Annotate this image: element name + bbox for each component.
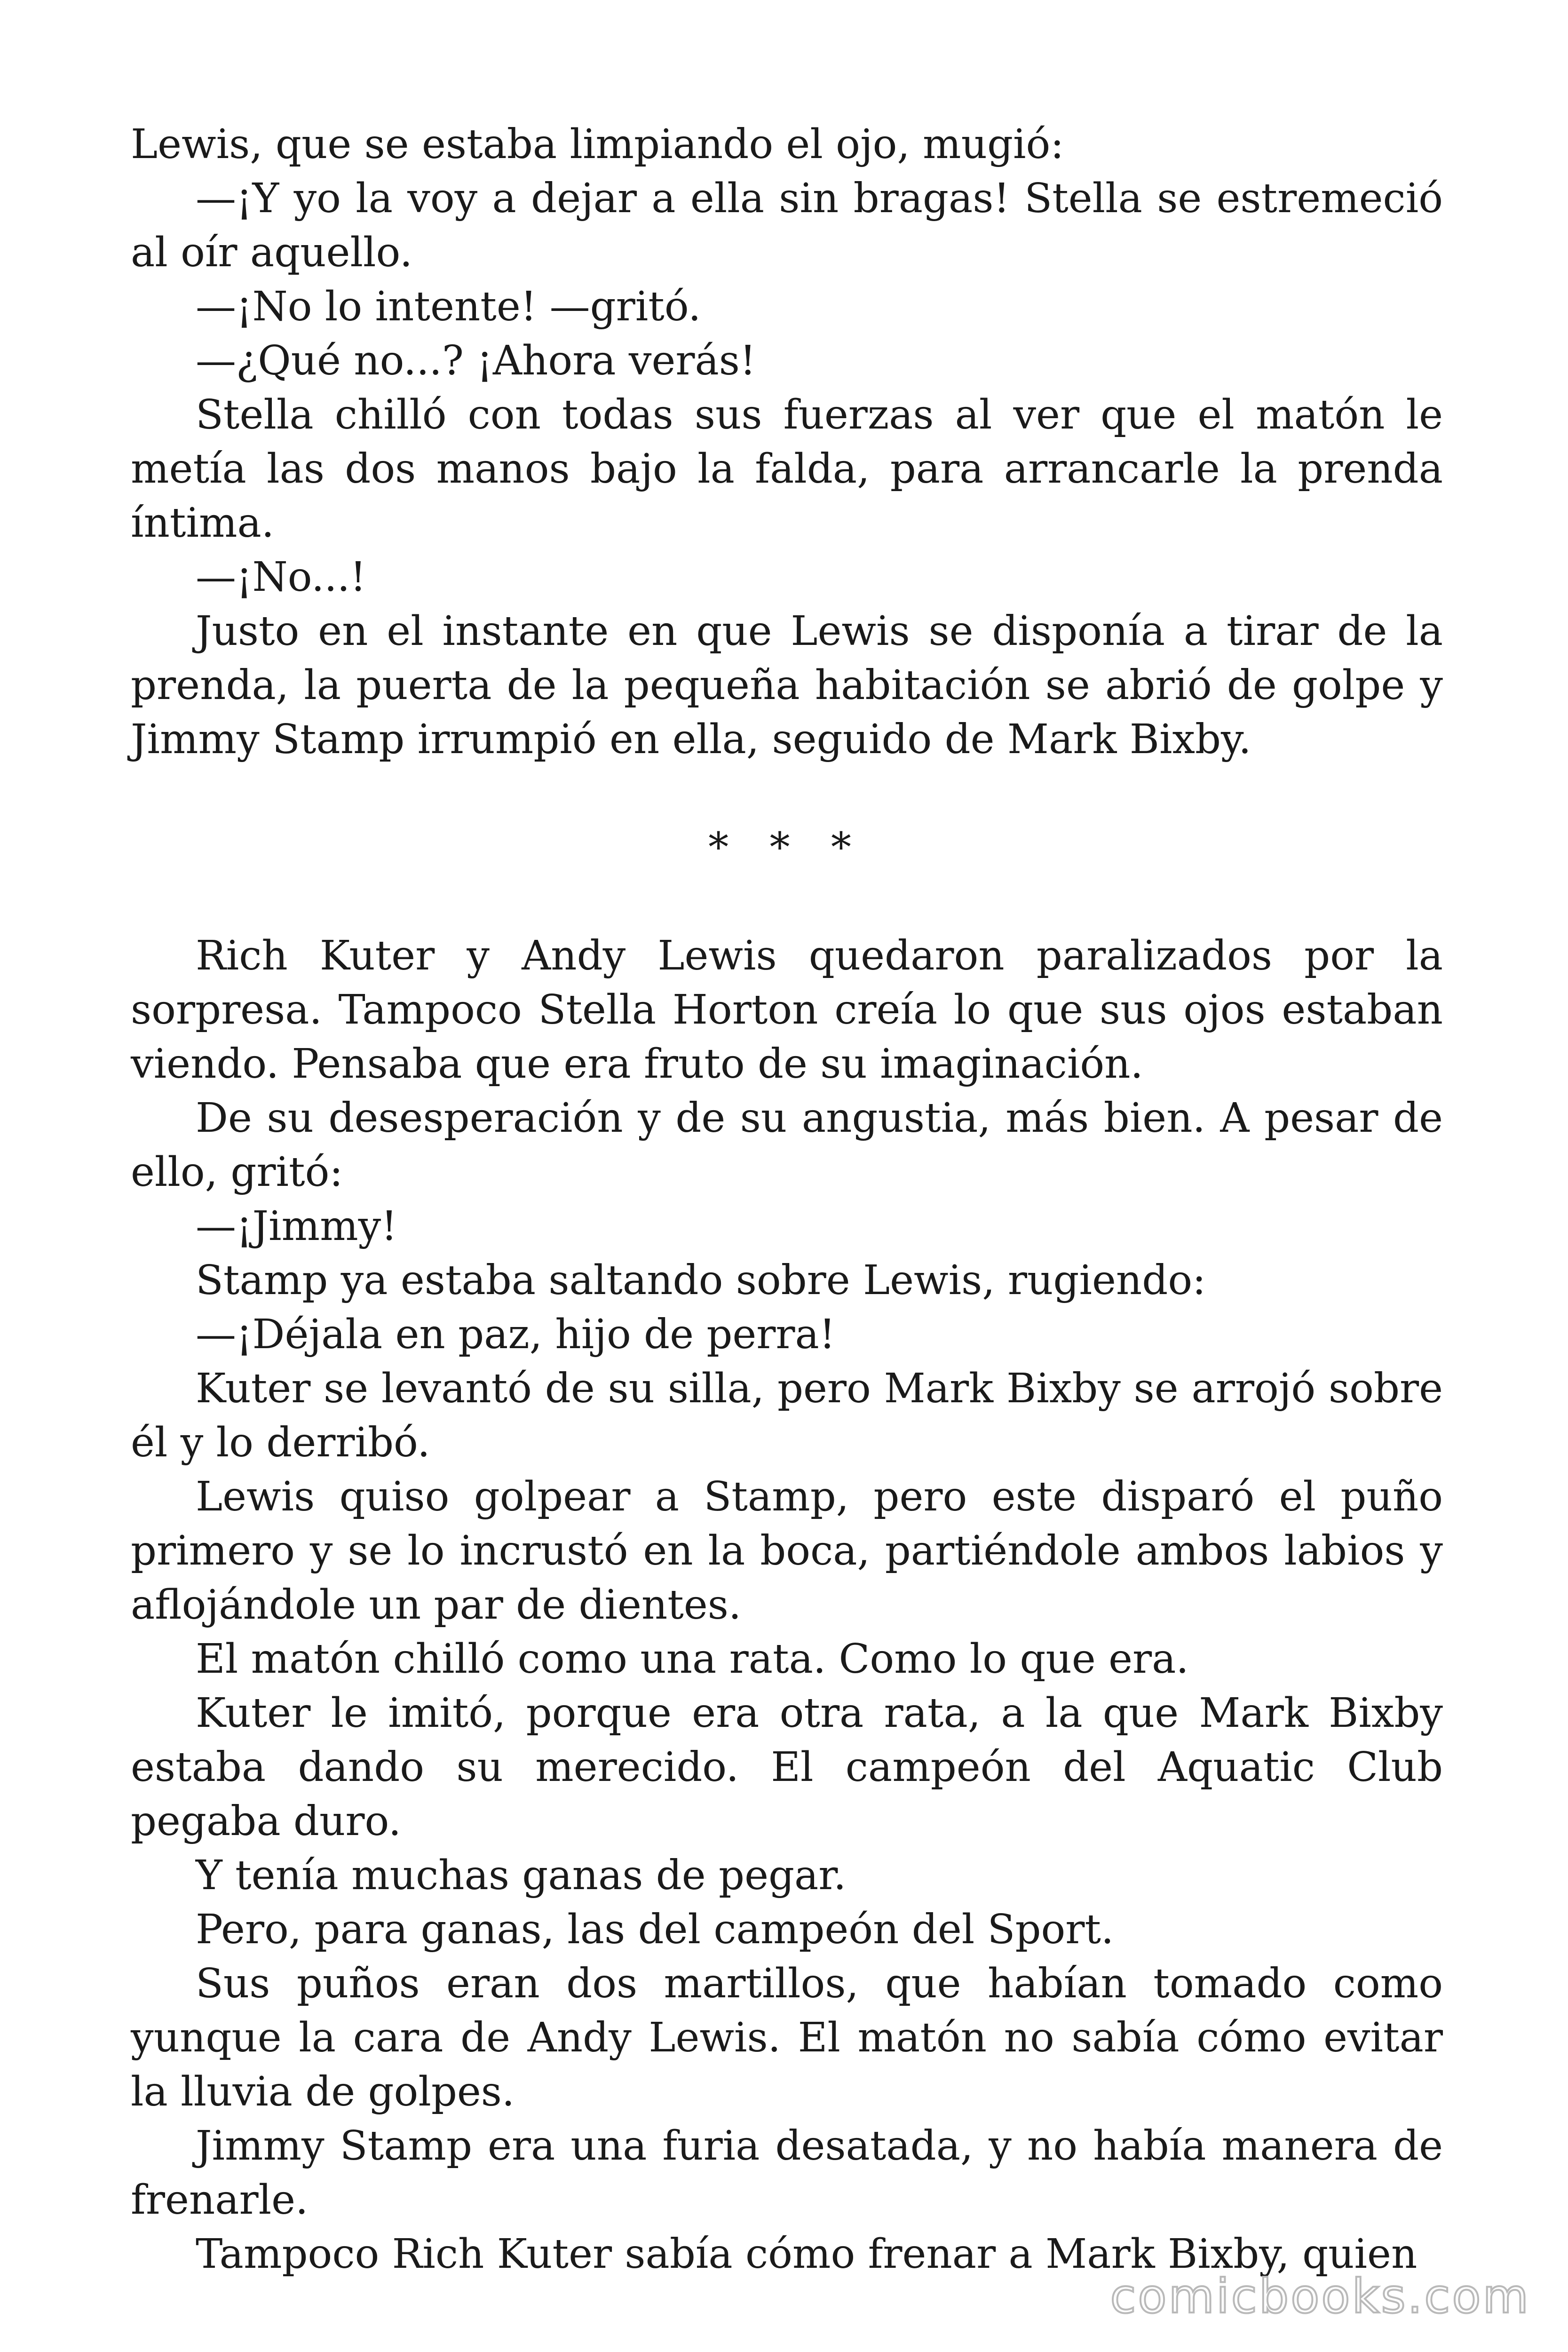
- paragraph: —¡Jimmy!: [196, 1203, 397, 1250]
- scene-separator: * * *: [708, 824, 865, 871]
- paragraph: —¿Qué no...? ¡Ahora verás!: [196, 337, 756, 384]
- watermark: comicbooks.com: [1110, 2269, 1530, 2324]
- page-body: [131, 118, 1443, 2281]
- paragraph: Kuter se levantó de su silla, pero Mark Bixby se arrojó sobre él y lo derribó.: [131, 1365, 1443, 1466]
- paragraph: —¡No...!: [196, 554, 366, 601]
- paragraph: Justo en el instante en que Lewis se disponía a tirar de la prenda, la puerta de la pequeña habitación se abrió de golpe y Jimmy Stamp irrumpió en ella, seguido de Mark Bixby.: [131, 608, 1443, 763]
- paragraph: Lewis quiso golpear a Stamp, pero este disparó el puño primero y se lo incrustó en la boca, partiéndole ambos labios y aflojándole un par de dientes.: [131, 1473, 1443, 1629]
- paragraph: Stella chilló con todas sus fuerzas al ver que el matón le metía las dos manos bajo la falda, para arrancarle la prenda íntima.: [131, 391, 1443, 547]
- paragraph: El matón chilló como una rata. Como lo que era.: [196, 1636, 1189, 1683]
- paragraph: Y tenía muchas ganas de pegar.: [196, 1852, 847, 1899]
- paragraph: Kuter le imitó, porque era otra rata, a la que Mark Bixby estaba dando su merecido. El campeón del Aquatic Club pegaba duro.: [131, 1690, 1443, 1845]
- paragraph: Lewis, que se estaba limpiando el ojo, mugió:: [131, 121, 1064, 168]
- paragraph: Jimmy Stamp era una furia desatada, y no había manera de frenarle.: [131, 2122, 1443, 2224]
- paragraph: —¡Y yo la voy a dejar a ella sin bragas! Stella se estremeció al oír aquello.: [131, 175, 1443, 276]
- paragraph: —¡Déjala en paz, hijo de perra!: [196, 1311, 836, 1358]
- paragraph: Sus puños eran dos martillos, que habían tomado como yunque la cara de Andy Lewis. El matón no sabía cómo evitar la lluvia de golpes.: [131, 1960, 1443, 2115]
- paragraph: Rich Kuter y Andy Lewis quedaron paralizados por la sorpresa. Tampoco Stella Horton creía lo que sus ojos estaban viendo. Pensaba que era fruto de su imaginación.: [131, 932, 1443, 1088]
- paragraph: Tampoco Rich Kuter sabía cómo frenar a Mark Bixby, quien: [196, 2231, 1418, 2278]
- paragraph: Pero, para ganas, las del campeón del Sport.: [196, 1906, 1114, 1953]
- paragraph: De su desesperación y de su angustia, más bien. A pesar de ello, gritó:: [131, 1095, 1443, 1196]
- paragraph: —¡No lo intente! —gritó.: [196, 283, 701, 330]
- paragraph: Stamp ya estaba saltando sobre Lewis, rugiendo:: [196, 1257, 1206, 1304]
